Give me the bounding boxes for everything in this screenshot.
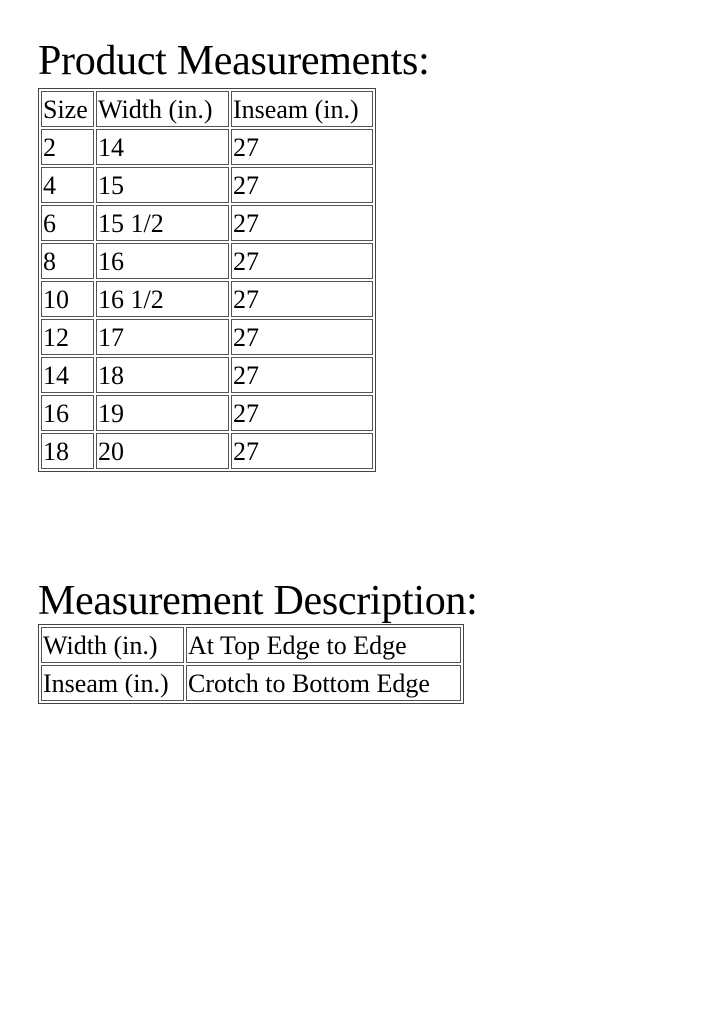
width-cell: 16 xyxy=(96,243,229,279)
table-row xyxy=(41,665,461,701)
width-cell: 17 xyxy=(96,319,229,355)
inseam-cell: 27 xyxy=(231,281,373,317)
inseam-cell: 27 xyxy=(231,167,373,203)
size-cell: 6 xyxy=(41,205,94,241)
inseam-cell: 27 xyxy=(231,433,373,469)
inseam-cell: 27 xyxy=(231,395,373,431)
width-cell: 20 xyxy=(96,433,229,469)
inseam-cell: 27 xyxy=(231,129,373,165)
width-cell: 15 1/2 xyxy=(96,205,229,241)
measurement-description-table xyxy=(38,624,464,704)
measurement-name-cell: Inseam (in.) xyxy=(41,665,184,701)
size-cell: 14 xyxy=(41,357,94,393)
table-row xyxy=(41,243,373,279)
table-header-row xyxy=(41,91,373,127)
size-cell: 10 xyxy=(41,281,94,317)
width-cell: 15 xyxy=(96,167,229,203)
inseam-cell: 27 xyxy=(231,205,373,241)
width-cell: 14 xyxy=(96,129,229,165)
measurement-description-cell: Crotch to Bottom Edge xyxy=(186,665,461,701)
table-row xyxy=(41,395,373,431)
inseam-cell: 27 xyxy=(231,357,373,393)
product-measurements-table xyxy=(38,88,376,472)
table-row xyxy=(41,319,373,355)
product-measurements-heading: Product Measurements: xyxy=(38,38,430,84)
size-cell: 18 xyxy=(41,433,94,469)
width-cell: 19 xyxy=(96,395,229,431)
table-row xyxy=(41,357,373,393)
header-inseam: Inseam (in.) xyxy=(231,91,373,127)
table-row xyxy=(41,627,461,663)
header-width: Width (in.) xyxy=(96,91,229,127)
size-cell: 2 xyxy=(41,129,94,165)
inseam-cell: 27 xyxy=(231,243,373,279)
table-row xyxy=(41,129,373,165)
header-size: Size xyxy=(41,91,94,127)
measurement-description-heading: Measurement Description: xyxy=(38,578,478,624)
size-cell: 4 xyxy=(41,167,94,203)
measurement-name-cell: Width (in.) xyxy=(41,627,184,663)
table-row xyxy=(41,433,373,469)
size-cell: 8 xyxy=(41,243,94,279)
width-cell: 18 xyxy=(96,357,229,393)
size-cell: 12 xyxy=(41,319,94,355)
measurement-description-cell: At Top Edge to Edge xyxy=(186,627,461,663)
table-row xyxy=(41,281,373,317)
size-cell: 16 xyxy=(41,395,94,431)
inseam-cell: 27 xyxy=(231,319,373,355)
table-row xyxy=(41,167,373,203)
width-cell: 16 1/2 xyxy=(96,281,229,317)
table-row xyxy=(41,205,373,241)
